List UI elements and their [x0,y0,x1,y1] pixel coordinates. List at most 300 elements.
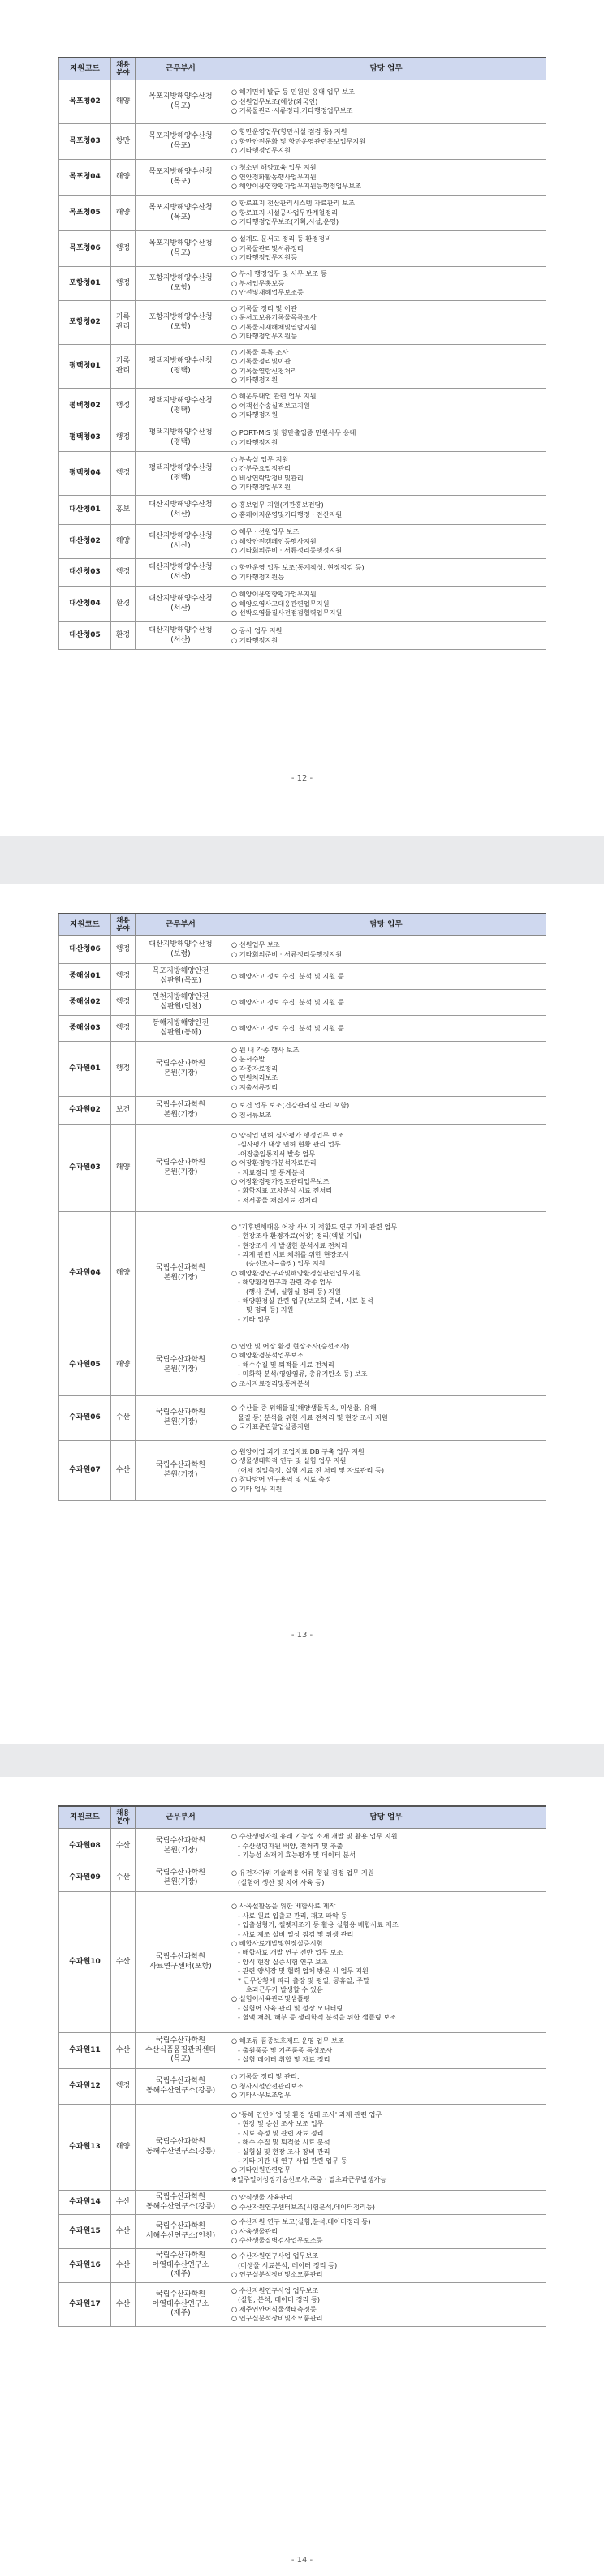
table-row [59,389,546,424]
table-row [59,1829,546,1864]
job-field: 행정 [111,389,136,424]
header-field: 채용 분야 [111,58,136,80]
document-page-12 [0,0,604,836]
work-department: 국립수산과학원 본원(기장) [136,1042,226,1097]
duty-list [226,990,546,1016]
position-code: 목포청04 [59,160,111,196]
table-row [59,1125,546,1212]
duty-item: ○ 항만운영 업무 보조(통계작성, 현장점검 등) [231,563,365,572]
duty-item: ○ 기타행정지원 [231,411,278,419]
duty-item: ○ 수산생물질병검사업무보조등 [231,2236,323,2245]
duty-item: ○ 간부주요일정관리 [231,464,291,473]
job-field: 해양 [111,1125,136,1212]
work-department: 목포지방해양수산청 (목포) [136,231,226,267]
work-department: 국립수산과학원 본원(기장) [136,1396,226,1441]
work-department: 국립수산과학원 본원(기장) [136,1097,226,1125]
job-field: 해양 [111,196,136,231]
job-field: 행정 [111,964,136,990]
duty-item: - 해양환경실 관련 업무(보고회 준비, 시료 분석 [238,1297,373,1305]
position-code: 수과원11 [59,2033,111,2069]
duty-table-page-13 [58,913,546,1501]
duty-item: ○ 문서수발 [231,1055,265,1064]
duty-item: (승선조사~출장) 업무 지원 [246,1259,326,1268]
duty-list [226,1042,546,1097]
job-field: 행정 [111,452,136,496]
duty-list [226,936,546,964]
duty-item: ○ 기록물관리및서류정리 [231,243,304,252]
position-code: 수과원08 [59,1829,111,1864]
duty-item: ○ 해양환경분석업무보조 [231,1351,304,1360]
job-field: 수산 [111,1441,136,1501]
position-code: 평택청04 [59,452,111,496]
position-code: 수과원09 [59,1864,111,1892]
work-department: 포항지방해양수산청 (포항) [136,267,226,301]
duty-item: - 사료 제조 설비 일상 점검 및 위생 관리 [238,1929,354,1938]
job-field: 행정 [111,1042,136,1097]
table-row [59,160,546,196]
duty-item: ○ 기타행정업무지원 [231,146,291,155]
duty-item: (행사 준비, 실험실 정리 등) 지원 [246,1287,341,1296]
duty-item: 물질 등) 분석을 위한 시료 전처리 및 현장 조사 지원 [238,1413,388,1421]
duty-item: ○ 기타행정지원 [231,635,278,644]
duty-list [226,587,546,622]
duty-item: - 화학지표 교차분석 시료 전처리 [238,1186,333,1195]
duty-item: ○ 기록물 정리 및 관리, [231,2072,300,2081]
duty-item: ○ 기록물관리·서류정리,기타행정업무보조 [231,106,353,115]
job-field: 수산 [111,1829,136,1864]
work-department: 국립수산과학원 본원(기장) [136,1829,226,1864]
work-department: 국립수산과학원 본원(기장) [136,1864,226,1892]
duty-list [226,2069,546,2105]
work-department: 평택지방해양수산청 (평택) [136,424,226,452]
duty-item: ○ 해양이용영향평가업무지원 [231,590,317,599]
table-row [59,80,546,124]
work-department: 대산지방해양수산청 (서산) [136,496,226,525]
job-field: 해양 [111,2105,136,2191]
job-field: 환경 [111,587,136,622]
position-code: 수과원05 [59,1335,111,1396]
table-row [59,1441,546,1501]
duty-list [226,2033,546,2069]
duty-item: - 입출성형기, 쎌렛제조기 등 활용 실험용 배합사료 제조 [238,1920,399,1929]
duty-item: - 해수 수질 및 퇴적물 시료 분석 [238,2138,330,2147]
duty-list [226,964,546,990]
duty-item: ○ 설계도 문서고 정리 등 환경정비 [231,234,331,243]
duty-list [226,80,546,124]
table-row [59,1212,546,1335]
work-department: 목포지방해양안전 심판원(목포) [136,964,226,990]
duty-item: ○ 부서 행정업무 및 서무 보조 등 [231,269,327,278]
duty-list [226,1212,546,1335]
work-department: 포항지방해양수산청 (포항) [136,301,226,345]
duty-list [226,1441,546,1501]
duty-item: - 실험어 사육 관리 및 성장 모니터링 [238,2003,343,2012]
duty-item: - 기타 업무 [238,1314,270,1323]
job-field: 수산 [111,1396,136,1441]
duty-item: ○ 기록물정리및이관 [231,357,291,366]
job-field: 행정 [111,990,136,1016]
position-code: 목포청05 [59,196,111,231]
job-field: 행정 [111,2069,136,2105]
work-department: 대산지방해양수산청 (보령) [136,936,226,964]
duty-item: ○ 수산자원 연구 보고(실험,분석,데이터정리 등) [231,2217,371,2226]
position-code: 수과원04 [59,1212,111,1335]
job-field: 행정 [111,559,136,587]
duty-list [226,231,546,267]
duty-item: ○ 해기면허 발급 등 민원인 응대 업무 보조 [231,88,355,97]
position-code: 대산청01 [59,496,111,525]
work-department: 국립수산과학원 수산식품품질관리센터 (목포) [136,2033,226,2069]
duty-item: ○ 수산물 중 위해물질(해양생물독소, 미생물, 유해 [231,1404,377,1413]
duty-item: -어장출입통지서 발송 업무 [238,1149,316,1158]
duty-item: ○ 기타행정지원 [231,375,278,384]
position-code: 수과원12 [59,2069,111,2105]
header-duty: 담당 업무 [226,1806,546,1829]
position-code: 중해심03 [59,1016,111,1042]
table-row [59,559,546,587]
table-header-row [59,1806,546,1829]
duty-item: ○ 청사시설안전관리보조 [231,2081,304,2090]
duty-item: ○ 선박오염물질사전점검협력업무지원 [231,609,343,617]
duty-table-page-14 [58,1805,546,2327]
duty-item: - 현장 및 승선 조사 보조 업무 [238,2119,324,2128]
table-row [59,2069,546,2105]
work-department: 국립수산과학원 동해수산연구소(강릉) [136,2069,226,2105]
duty-item: ○ 기타행정지원 [231,437,278,446]
job-field: 해양 [111,1335,136,1396]
work-department: 국립수산과학원 사료연구센터(포항) [136,1892,226,2033]
table-row [59,2105,546,2191]
table-row [59,496,546,525]
position-code: 수과원16 [59,2249,111,2283]
work-department: 국립수산과학원 본원(기장) [136,1125,226,1212]
table-header-row [59,58,546,80]
duty-item: ○ 국가표준관찰업실증지원 [231,1422,310,1431]
duty-item: ○ 해양사고 정보 수집, 분석 및 지원 등 [231,1023,344,1032]
duty-item: - 해양환경연구과 관련 각종 업무 [238,1278,333,1287]
duty-item: 및 정리 등) 지원 [246,1305,294,1314]
position-code: 목포청03 [59,124,111,160]
duty-item: ○ 수산자원연구사업 업무보조 [231,2286,319,2294]
job-field: 수산 [111,2215,136,2249]
table-row [59,2033,546,2069]
position-code: 평택청01 [59,345,111,389]
duty-list [226,160,546,196]
work-department: 목포지방해양수산청 (목포) [136,80,226,124]
duty-list [226,1864,546,1892]
duty-item: ○ 양식생물 사육관리 [231,2193,293,2202]
duty-item: - 시료 측정 및 관련 자료 정리 [238,2128,324,2137]
header-field: 채용 분야 [111,1806,136,1829]
position-code: 수과원03 [59,1125,111,1212]
duty-list [226,2215,546,2249]
duty-item: (실험어 생산 및 치어 사육 등) [238,1877,325,1886]
duty-item: ○ 기록물시재해체및열람지원 [231,322,317,331]
duty-item: ○ 해양안전캠페인등행사지원 [231,536,317,545]
work-department: 평택지방해양수산청 (평택) [136,345,226,389]
duty-list [226,2283,546,2327]
table-row [59,1042,546,1097]
duty-list [226,267,546,301]
position-code: 대산청03 [59,559,111,587]
duty-item: ○ 해무 · 선원업무 보조 [231,527,300,536]
duty-item: - 수산생명자원 배양, 전처리 및 추출 [238,1841,343,1850]
header-field: 채용 분야 [111,914,136,936]
work-department: 국립수산과학원 동해수산연구소(강릉) [136,2191,226,2215]
duty-item: ○ 부속실 업무 지원 [231,454,289,463]
duty-item: - 과제 관련 시료 채취를 위한 현장조사 [238,1249,350,1258]
duty-list [226,196,546,231]
duty-item: ○ 문서고보유기록물목록조사 [231,313,317,322]
table-row [59,231,546,267]
position-code: 포항청02 [59,301,111,345]
duty-item: ○ 생물생태학적 연구 및 실험 업무 지원 [231,1456,347,1465]
duty-item: ○ 해양이용영향평가업무지원등행정업무보조 [231,182,362,191]
duty-list [226,389,546,424]
work-department: 국립수산과학원 아열대수산연구소 (제주) [136,2283,226,2327]
duty-item: ○ 해양사고 정보 수집, 분석 및 지원 등 [231,997,344,1006]
position-code: 수과원14 [59,2191,111,2215]
work-department: 대산지방해양수산청 (서산) [136,525,226,559]
work-department: 국립수산과학원 본원(기장) [136,1441,226,1501]
table-row [59,1097,546,1125]
duty-item: ○ 선원업무보조(해상(외국인) [231,97,318,105]
duty-item: - 혈액 채취, 해부 등 생리학적 분석을 위한 샘플링 보조 [238,2013,397,2022]
duty-item: ○ 침서류보조 [231,1110,272,1119]
duty-item: ※일주일이상장기승선조사,주중 · 말초과근무발생가능 [231,2174,387,2183]
table-row [59,2249,546,2283]
job-field: 수산 [111,2191,136,2215]
duty-list [226,1125,546,1212]
duty-list [226,1097,546,1125]
duty-list [226,2105,546,2191]
duty-item: - 실험 데이터 취합 및 자료 정리 [238,2055,330,2064]
duty-item: - 기타 기관 내 연구 사업 관련 업무 등 [238,2156,347,2165]
header-code: 지원코드 [59,58,111,80]
duty-item: ○ 해양오염사고대응관련업무지원 [231,599,330,608]
work-department: 목포지방해양수산청 (목포) [136,124,226,160]
duty-item: ○ 연안정화활동행사업무지원 [231,172,317,181]
duty-item: * 근무상황에 따라 출장 및 평일, 공휴일, 주말 [238,1976,369,1985]
duty-item: ○ 제주연안어식물생태측정등 [231,2304,317,2313]
duty-item: - 해수수질 및 퇴적물 시료 전처리 [238,1360,334,1369]
duty-item: ○ 어장환경평가정도관리업무보조 [231,1176,330,1185]
table-row [59,267,546,301]
duty-item: ○ 실험어사육관리및샘플링 [231,1994,310,2003]
document-page-14 [0,1777,604,2576]
duty-item: - 자료정리 및 통계분석 [238,1168,304,1176]
work-department: 인천지방해양안전 심판원(인천) [136,990,226,1016]
position-code: 중해심02 [59,990,111,1016]
table-row [59,936,546,964]
duty-item: 초과근무가 발생할 수 있음 [246,1985,323,1994]
duty-item: (미생물 시료분석, 데이터 정리 등) [238,2260,338,2269]
work-department: 평택지방해양수산청 (평택) [136,389,226,424]
duty-item: ○ 항로표지 시설공사업무관계철정리 [231,208,338,217]
table-row [59,196,546,231]
duty-item: ○ 각종자료정리 [231,1064,278,1073]
duty-item: ○ 항만운영업무(항만시설 점검 등) 지원 [231,127,347,136]
work-department: 목포지방해양수산청 (목포) [136,196,226,231]
duty-item: ○ 사육생물관리 [231,2226,278,2235]
duty-item: ○ 지출서류정리 [231,1082,278,1091]
page-number: - 13 - [291,1631,313,1640]
duty-item: ○ 연안 및 어장 환경 현장조사(승선조사) [231,1341,350,1350]
duty-item: ○ 원 내 각종 행사 보조 [231,1045,300,1054]
job-field: 행정 [111,1016,136,1042]
duty-item: ○ 수산자원연구사업 업무보조 [231,2251,319,2260]
position-code: 대산청06 [59,936,111,964]
work-department: 평택지방해양수산청 (평택) [136,452,226,496]
duty-list [226,622,546,650]
duty-item: ○ 항로표지 전산관리시스템 자료관리 보조 [231,199,356,208]
duty-item: ○ 부서업무홍보등 [231,278,285,287]
duty-item: ○ 기타행정업무보조(기획,시설,운영) [231,217,339,226]
duty-item: ○ 보건 업무 보조(건강관리실 관리 포함) [231,1101,350,1110]
duty-item: ○ '기후변해대응 어장 사시지 적합도 연구 과제 관련 업무 [231,1222,398,1231]
job-field: 행정 [111,231,136,267]
duty-item: (어체 정밀측정, 실험 시료 전 처리 및 자료관리 등) [238,1465,385,1474]
duty-item: ○ 홍보업무 지원(기관홍보전담) [231,501,324,510]
duty-item: ○ 원양어업 과거 조업자료 DB 구축 업무 지원 [231,1447,365,1456]
job-field: 행정 [111,424,136,452]
table-row [59,452,546,496]
position-code: 수과원17 [59,2283,111,2327]
duty-item: - 현장조사 환경자료(어장) 정리(엑셀 기입) [238,1232,362,1241]
table-header-row [59,914,546,936]
position-code: 수과원10 [59,1892,111,2033]
work-department: 국립수산과학원 동해수산연구소(강릉) [136,2105,226,2191]
position-code: 대산청05 [59,622,111,650]
position-code: 중해심01 [59,964,111,990]
duty-item: - 저서동물 채집시료 전처리 [238,1195,317,1204]
duty-item: - 출원품종 및 기존품종 특성조사 [238,2045,333,2054]
duty-item: - 미화학 분석(영양염류, 총유기탄소 등) 보조 [238,1370,368,1378]
work-department: 국립수산과학원 서해수산연구소(인천) [136,2215,226,2249]
duty-item: ○ 유전자가위 기술적용 어류 형질 검정 업무 지원 [231,1869,374,1877]
job-field: 기록관리 [111,345,136,389]
table-row [59,424,546,452]
duty-list [226,345,546,389]
duty-list [226,2191,546,2215]
duty-item: ○ PORT-MIS 및 항만출입증 민원사무 응대 [231,428,356,437]
duty-item: (실험, 분석, 데이터 정리 등) [238,2295,321,2304]
table-row [59,124,546,160]
duty-item: - 사료 원료 입출고 관리, 재고 파악 등 [238,1911,347,1920]
job-field: 해양 [111,80,136,124]
table-row [59,301,546,345]
work-department: 국립수산과학원 아열대수산연구소 (제주) [136,2249,226,2283]
duty-list [226,1335,546,1396]
table-row [59,525,546,559]
work-department: 국립수산과학원 본원(기장) [136,1335,226,1396]
position-code: 대산청02 [59,525,111,559]
position-code: 평택청02 [59,389,111,424]
duty-item: ○ 기타회의준비 · 서류정리등행정지원 [231,949,343,958]
duty-table-page-12 [58,57,546,650]
duty-item: ○ 기록물열람신청처리 [231,366,297,375]
duty-item: ○ 기타행정지원등 [231,572,285,581]
duty-item: ○ 민원처리보조 [231,1073,278,1082]
duty-list [226,1016,546,1042]
duty-item: ○ 기타 업무 지원 [231,1484,283,1493]
job-field: 환경 [111,622,136,650]
duty-item: ○ 기록물 정리 및 이관 [231,303,297,312]
duty-item: ○ 기타행정업무지원등 [231,331,297,340]
table-row [59,2191,546,2215]
position-code: 수과원01 [59,1042,111,1097]
position-code: 대산청04 [59,587,111,622]
duty-item: - 배합사료 개발 연구 전반 업무 보조 [238,1948,343,1957]
duty-item: ○ 배합사료개발및현장실증시험 [231,1938,323,1947]
work-department: 목포지방해양수산청 (목포) [136,160,226,196]
duty-item: ○ 기타행정업무지원등 [231,253,297,262]
job-field: 기록관리 [111,301,136,345]
header-dept: 근무부서 [136,58,226,80]
job-field: 행정 [111,936,136,964]
duty-item: ○ 연구실분석장비및소모품관리 [231,2270,323,2279]
duty-list [226,424,546,452]
duty-item: ○ '동해 연안어업 및 환경 생태 조사' 과제 관련 업무 [231,2109,382,2118]
duty-item: ○ 해양사고 정보 수집, 분석 및 지원 등 [231,971,344,980]
work-department: 국립수산과학원 본원(기장) [136,1212,226,1335]
table-row [59,1892,546,2033]
duty-item: ○ 조사자료정리및통계분석 [231,1378,310,1387]
position-code: 목포청02 [59,80,111,124]
header-code: 지원코드 [59,1806,111,1829]
duty-list [226,559,546,587]
header-code: 지원코드 [59,914,111,936]
work-department: 대산지방해양수산청 (서산) [136,622,226,650]
table-row [59,1864,546,1892]
table-row [59,990,546,1016]
position-code: 평택청03 [59,424,111,452]
job-field: 보건 [111,1097,136,1125]
duty-item: ○ 기타회의준비 · 서류정리등행정지원 [231,546,343,555]
duty-item: ○ 기타행정업무지원 [231,482,291,491]
duty-item: - 관련 양식장 및 협력 업체 방문 시 업무 지원 [238,1967,369,1976]
position-code: 수과원07 [59,1441,111,1501]
position-code: 수과원06 [59,1396,111,1441]
position-code: 수과원02 [59,1097,111,1125]
page-number: - 14 - [291,2556,313,2565]
duty-item: ○ 양식업 면허 심사평가 행정업무 보조 [231,1130,344,1139]
position-code: 포항청01 [59,267,111,301]
job-field: 수산 [111,2283,136,2327]
job-field: 항만 [111,124,136,160]
duty-item: ○ 해양환경연구과및해양환경실관련업무지원 [231,1268,362,1277]
duty-item: ○ 안전및재해업무보조등 [231,288,304,297]
duty-item: ○ 공사 업무 지원 [231,626,283,635]
document-page-13 [0,884,604,1744]
duty-item: ○ 여객선수송실적보고지원 [231,401,310,410]
duty-item: ○ 항만안전문화 및 항만운영관련홍보업무지원 [231,136,366,145]
duty-list [226,301,546,345]
duty-item: ○ 수산자원연구센터보조(시험분석,데이터정리등) [231,2202,375,2211]
work-department: 동해지방해양안전 심판원(동해) [136,1016,226,1042]
job-field: 해양 [111,160,136,196]
duty-list [226,2249,546,2283]
duty-list [226,496,546,525]
position-code: 수과원15 [59,2215,111,2249]
duty-item: ○ 기타사무보조업무 [231,2091,291,2100]
duty-list [226,525,546,559]
duty-item: ○ 어장환경평가분석자료관리 [231,1159,317,1168]
position-code: 목포청06 [59,231,111,267]
duty-list [226,452,546,496]
job-field: 수산 [111,2249,136,2283]
table-row [59,2215,546,2249]
